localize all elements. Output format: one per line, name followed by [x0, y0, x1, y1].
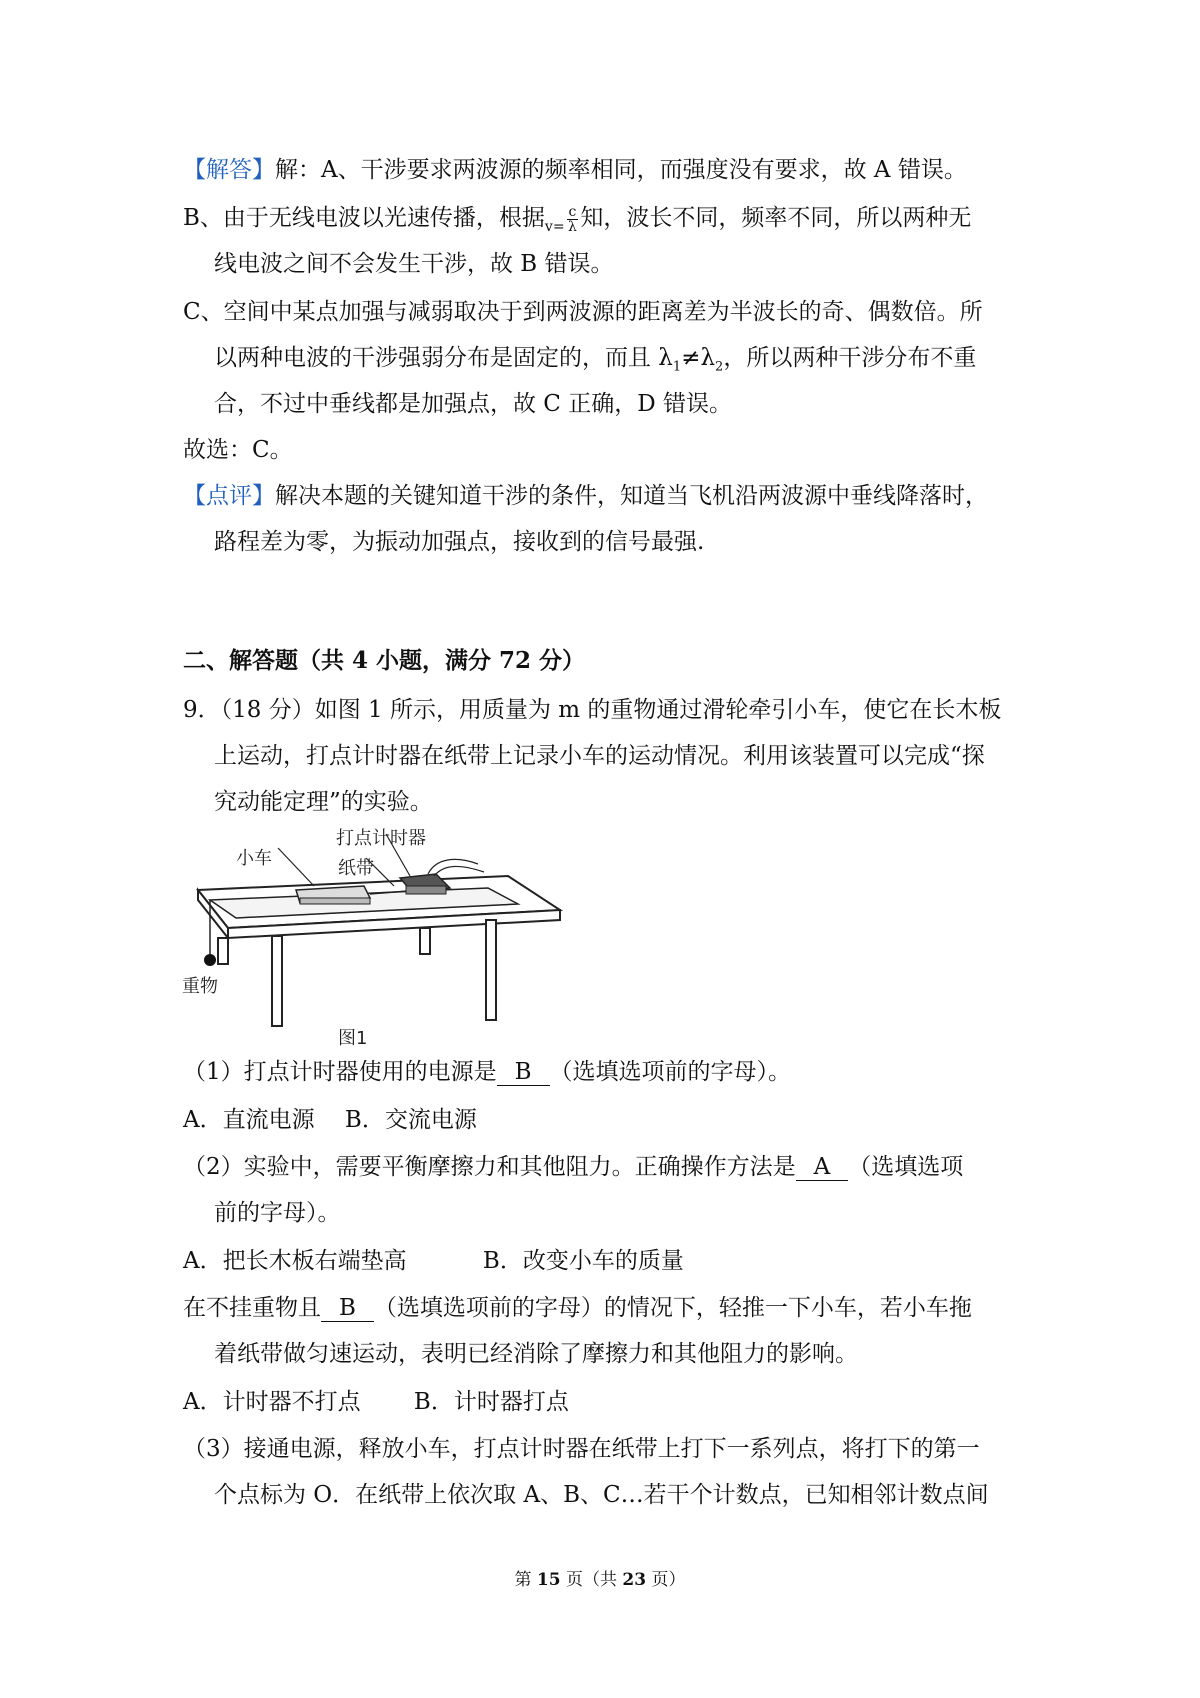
question9-line-2: 上运动，打点计时器在纸带上记录小车的运动情况。利用该装置可以完成“探 — [214, 743, 985, 769]
review-tag: 【点评】 — [183, 483, 275, 509]
formula-fraction: $\frac{c}{\lambda}$ — [568, 203, 577, 235]
sub2-line-2: 前的字母）。 — [214, 1200, 341, 1226]
sub2-options-2: A．计时器不打点 B．计时器打点 — [183, 1389, 569, 1415]
figure-caption: 图1 — [338, 1028, 368, 1049]
sub2-answer: A — [796, 1154, 849, 1181]
answer-line-4: C、空间中某点加强与减弱取决于到两波源的距离差为半波长的奇、偶数倍。所 — [183, 299, 983, 325]
label-timer: 打点计时器 — [336, 828, 426, 849]
label-weight: 重物 — [182, 976, 218, 997]
label-cart: 小车 — [236, 848, 272, 869]
sub3-line-2: 个点标为 O．在纸带上依次取 A、B、C…若干个计数点，已知相邻计数点间 — [214, 1482, 989, 1508]
review-line-1: 【点评】解决本题的关键知道干涉的条件，知道当飞机沿两波源中垂线降落时， — [183, 483, 988, 509]
answer-line-7: 故选：C。 — [183, 437, 293, 463]
formula-v: v= — [544, 219, 565, 235]
question9-line-1: 9．（18 分）如图 1 所示，用质量为 m 的重物通过滑轮牵引小车，使它在长木板 — [183, 697, 1002, 723]
sub1-options: A．直流电源 B．交流电源 — [183, 1107, 477, 1133]
sub1-line: （1）打点计时器使用的电源是 B （选填选项前的字母）。 — [183, 1059, 792, 1085]
section-heading: 二、解答题（共 4 小题，满分 72 分） — [183, 647, 586, 674]
page-total: 23 — [622, 1570, 647, 1590]
page-footer: 第 15 页（共 23 页） — [514, 1570, 686, 1590]
answer-line-2: B、由于无线电波以光速传播，根据$_{v=}$ $\frac{c}{\lambda}$ 知，波长不同，频率不同，所以两种无 — [183, 203, 972, 235]
question9-line-3: 究动能定理”的实验。 — [214, 789, 433, 815]
answer-line-5: 以两种电波的干涉强弱分布是固定的，而且 $\lambda_1\ne\lambda_2$，所以两种干涉分布不重 — [214, 345, 977, 375]
answer-line-6: 合，不过中垂线都是加强点，故 C 正确，D 错误。 — [214, 391, 732, 417]
sub2-answer-2: B — [321, 1295, 374, 1322]
figure-1 — [182, 828, 568, 1058]
answer-line-1: 【解答】解：A、干涉要求两波源的频率相同，而强度没有要求，故 A 错误。 — [183, 157, 967, 183]
answer-tag: 【解答】 — [183, 157, 275, 183]
answer-line-3: 线电波之间不会发生干涉，故 B 错误。 — [214, 251, 614, 277]
sub2-line-4: 着纸带做匀速运动，表明已经消除了摩擦力和其他阻力的影响。 — [214, 1341, 858, 1367]
sub1-answer: B — [497, 1059, 550, 1086]
label-tape: 纸带 — [338, 858, 374, 879]
page-number: 15 — [536, 1570, 561, 1590]
sub2-line-3: 在不挂重物且 B （选填选项前的字母）的情况下，轻推一下小车，若小车拖 — [183, 1295, 972, 1321]
review-line-2: 路程差为零，为振动加强点，接收到的信号最强. — [214, 529, 705, 555]
sub2-options: A．把长木板右端垫高 B．改变小车的质量 — [183, 1248, 684, 1274]
sub3-line-1: （3）接通电源，释放小车，打点计时器在纸带上打下一系列点，将打下的第一 — [183, 1436, 980, 1462]
sub2-line-1: （2）实验中，需要平衡摩擦力和其他阻力。正确操作方法是 A （选填选项 — [183, 1154, 964, 1180]
